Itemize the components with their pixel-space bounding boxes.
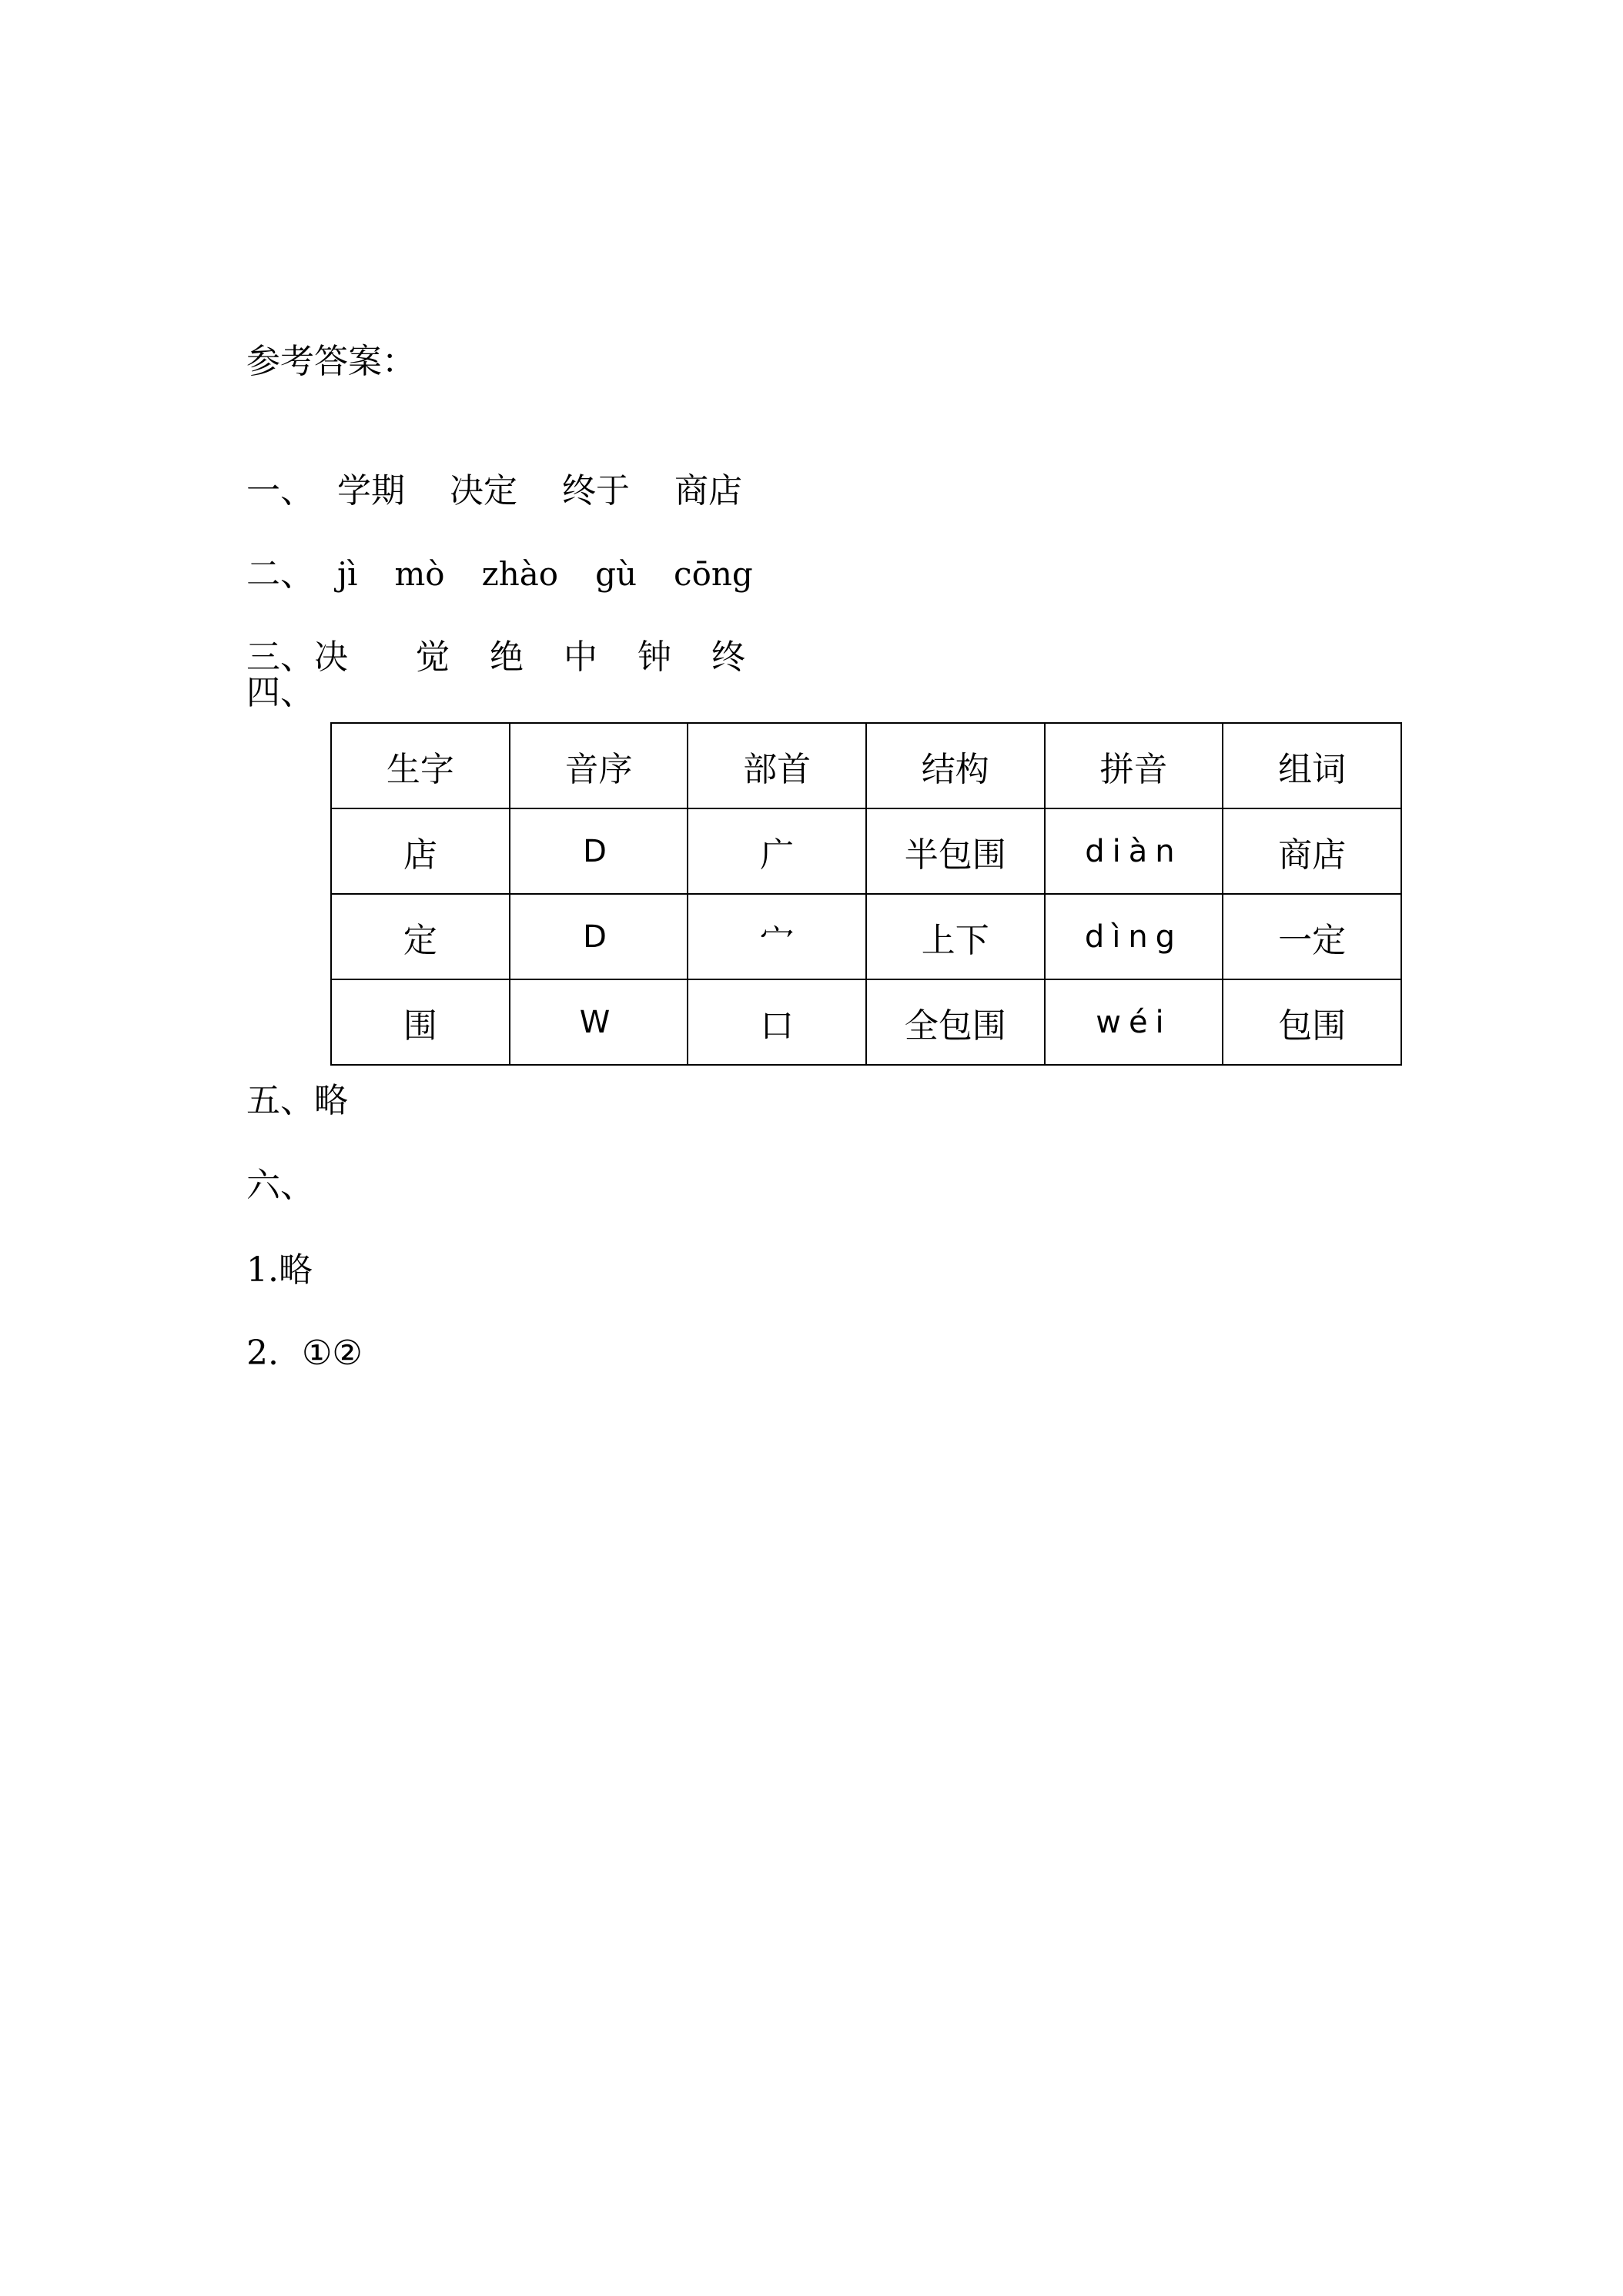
table-cell: diàn: [1045, 808, 1223, 894]
table-header-cell: 生字: [331, 723, 510, 808]
q6-item-answer: 略: [278, 1250, 313, 1290]
answer-key-title: 参考答案：: [246, 342, 416, 381]
table-row: [331, 808, 1401, 894]
table-cell: 店: [331, 808, 510, 894]
table-cell: 上下: [866, 894, 1045, 979]
table-row: [331, 979, 1401, 1065]
question-2: [246, 505, 753, 597]
table-cell: W: [510, 979, 688, 1065]
table-cell: D: [510, 894, 688, 979]
question-1-label: 一、: [246, 471, 314, 510]
table-header-row: [331, 723, 1401, 808]
table-cell: D: [510, 808, 688, 894]
table-row: [331, 894, 1401, 979]
table-cell: 全包围: [866, 979, 1045, 1065]
table-cell: 广: [688, 808, 866, 894]
question-3: [246, 588, 745, 681]
table-cell: wéi: [1045, 979, 1223, 1065]
q3-char: 终: [711, 638, 745, 677]
q5-answer: 略: [314, 1081, 348, 1120]
table-header-cell: 部首: [688, 723, 866, 808]
table-header-cell: 拼音: [1045, 723, 1223, 808]
table-cell: 定: [331, 894, 510, 979]
q3-char: 绝: [490, 638, 524, 677]
q1-word: 商店: [674, 471, 742, 510]
q3-char: 觉: [416, 638, 450, 677]
question-6-item-2: [246, 1330, 363, 1377]
q3-char: 钟: [637, 638, 671, 677]
q6-item-answer: ①②: [301, 1334, 363, 1373]
table-cell: 宀: [688, 894, 866, 979]
table-cell: 口: [688, 979, 866, 1065]
q2-pinyin: mò: [394, 555, 445, 593]
question-5-label: 五、: [246, 1081, 314, 1120]
q1-word: 终于: [562, 471, 630, 510]
question-6-item-1: [246, 1247, 313, 1294]
table-header-cell: 音序: [510, 723, 688, 808]
table-cell: 商店: [1223, 808, 1401, 894]
table-cell: 半包围: [866, 808, 1045, 894]
q1-word: 决定: [450, 471, 517, 510]
question-2-label: 二、: [246, 554, 314, 594]
table-header-cell: 组词: [1223, 723, 1401, 808]
q1-word: 学期: [337, 471, 405, 510]
q2-pinyin: jì: [337, 555, 358, 593]
q2-pinyin: cōng: [674, 555, 753, 593]
q2-pinyin: gù: [595, 555, 637, 593]
question-6-label: 六、: [246, 1166, 314, 1205]
q6-item-number: 1.: [246, 1250, 279, 1290]
table-header-cell: 结构: [866, 723, 1045, 808]
character-analysis-table: [330, 722, 1402, 1066]
table-cell: 包围: [1223, 979, 1401, 1065]
q2-pinyin: zhào: [481, 555, 559, 593]
table-cell: dìng: [1045, 894, 1223, 979]
q3-char: 决: [314, 638, 348, 677]
q3-char: 中: [564, 638, 597, 677]
table-cell: 一定: [1223, 894, 1401, 979]
question-5: [246, 1078, 348, 1124]
table-cell: 围: [331, 979, 510, 1065]
question-4-label: 四、: [246, 673, 314, 712]
question-1: [246, 422, 742, 514]
question-3-label: 三、: [246, 638, 314, 677]
q6-item-number: 2.: [246, 1334, 279, 1373]
